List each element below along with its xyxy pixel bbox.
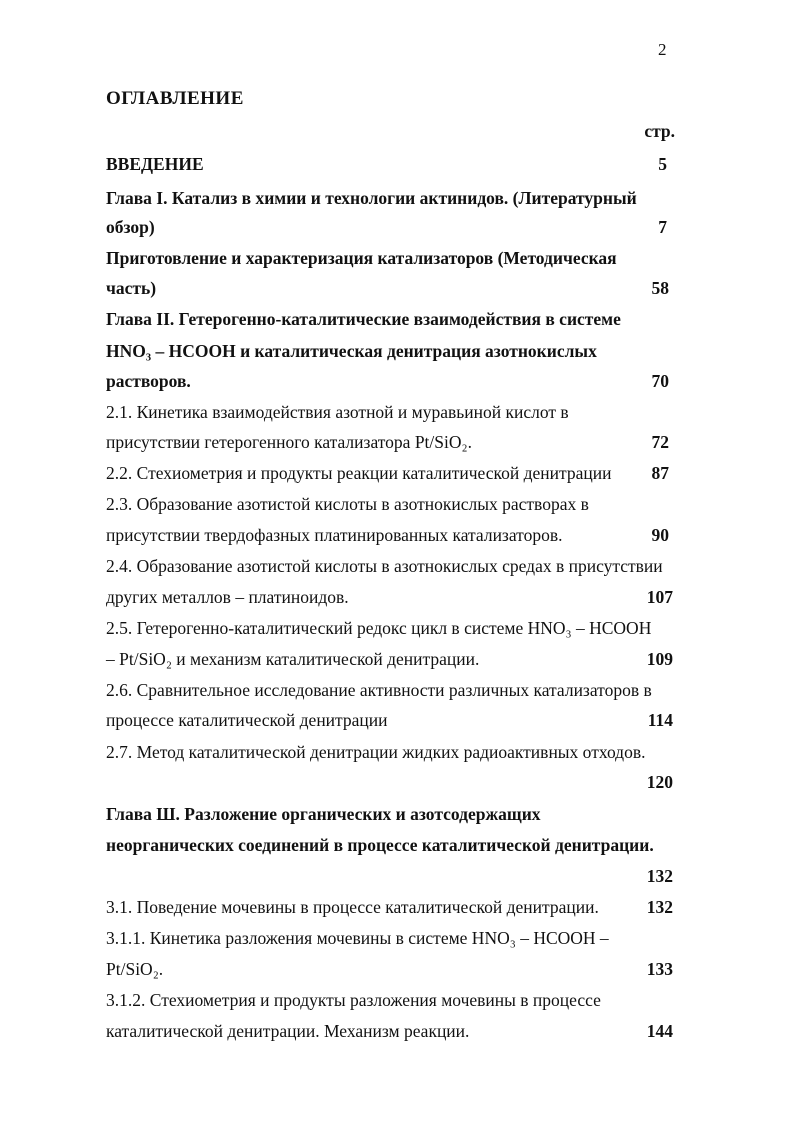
toc-entry-text: присутствии гетерогенного катализатора Pt/SiO₂. — [106, 432, 472, 452]
toc-entry-text: процессе каталитической денитрации — [106, 710, 388, 730]
toc-entry-text: часть) — [106, 278, 157, 298]
toc-entry-text: Pt/SiO₂. — [106, 959, 164, 979]
toc-entry-text: ВВЕДЕНИЕ — [106, 154, 204, 174]
toc-entry-page: 109 — [646, 649, 673, 669]
toc-entry-text: Глава II. Гетерогенно-каталитические взаимодействия в системе — [106, 309, 621, 329]
toc-entry-text: растворов. — [106, 371, 191, 391]
page-number: 2 — [658, 40, 667, 59]
toc-entry-text: 3.1.1. Кинетика разложения мочевины в системе HNO₃ – HCOOH – — [106, 928, 609, 948]
toc-entry-text: присутствии твердофазных платинированных катализаторов. — [106, 525, 563, 545]
toc-entry-text: 2.3. Образование азотистой кислоты в азотнокислых растворах в — [106, 494, 589, 514]
toc-entry-text: Глава Ш. Разложение органических и азотсодержащих — [106, 804, 541, 824]
toc-entry-page: 5 — [658, 154, 667, 174]
toc-entry-page: 132 — [646, 866, 673, 886]
toc-entry-text: обзор) — [106, 217, 155, 237]
toc-entry-page: 120 — [646, 772, 673, 792]
toc-entry-page: 70 — [651, 371, 669, 391]
toc-entry-page: 114 — [647, 710, 673, 730]
toc-entry-page: 90 — [651, 525, 669, 545]
toc-entry-text: 3.1. Поведение мочевины в процессе каталитической денитрации. — [106, 897, 599, 917]
toc-entry-page: 144 — [646, 1021, 673, 1041]
toc-entry-text: 2.1. Кинетика взаимодействия азотной и муравьиной кислот в — [106, 402, 569, 422]
toc-entry-page: 107 — [646, 587, 673, 607]
toc-entry-page: 58 — [651, 278, 669, 298]
page-column-label: стр. — [644, 121, 675, 141]
toc-entry-page: 72 — [651, 432, 669, 452]
toc-entry-page: 87 — [651, 463, 669, 483]
toc-entry-text: других металлов – платиноидов. — [106, 587, 349, 607]
toc-entry-text: неорганических соединений в процессе каталитической денитрации. — [106, 835, 654, 855]
toc-entry-text: 2.7. Метод каталитической денитрации жидких радиоактивных отходов. — [106, 742, 646, 762]
toc-entry-text: – Pt/SiO₂ и механизм каталитической денитрации. — [106, 649, 480, 669]
toc-entry-text: Приготовление и характеризация катализаторов (Методическая — [106, 248, 617, 268]
toc-entry-text: 2.6. Сравнительное исследование активности различных катализаторов в — [106, 680, 652, 700]
toc-entry-page: 7 — [658, 217, 667, 237]
toc-entry-text: 2.2. Стехиометрия и продукты реакции каталитической денитрации — [106, 463, 612, 483]
toc-entry-text: Глава I. Катализ в химии и технологии актинидов. (Литературный — [106, 188, 637, 208]
toc-entry-text: 2.4. Образование азотистой кислоты в азотнокислых средах в присутствии — [106, 556, 663, 576]
toc-entry-page: 133 — [646, 959, 673, 979]
page-title: ОГЛАВЛЕНИЕ — [106, 88, 244, 109]
toc-entry-text: 2.5. Гетерогенно-каталитический редокс цикл в системе HNO₃ – HCOOH — [106, 618, 652, 638]
toc-entry-text: каталитической денитрации. Механизм реакции. — [106, 1021, 470, 1041]
toc-entry-text: 3.1.2. Стехиометрия и продукты разложения мочевины в процессе — [106, 990, 601, 1010]
toc-entry-text: HNO₃ – HCOOH и каталитическая денитрация азотнокислых — [106, 341, 597, 361]
toc-entry-page: 132 — [646, 897, 673, 917]
